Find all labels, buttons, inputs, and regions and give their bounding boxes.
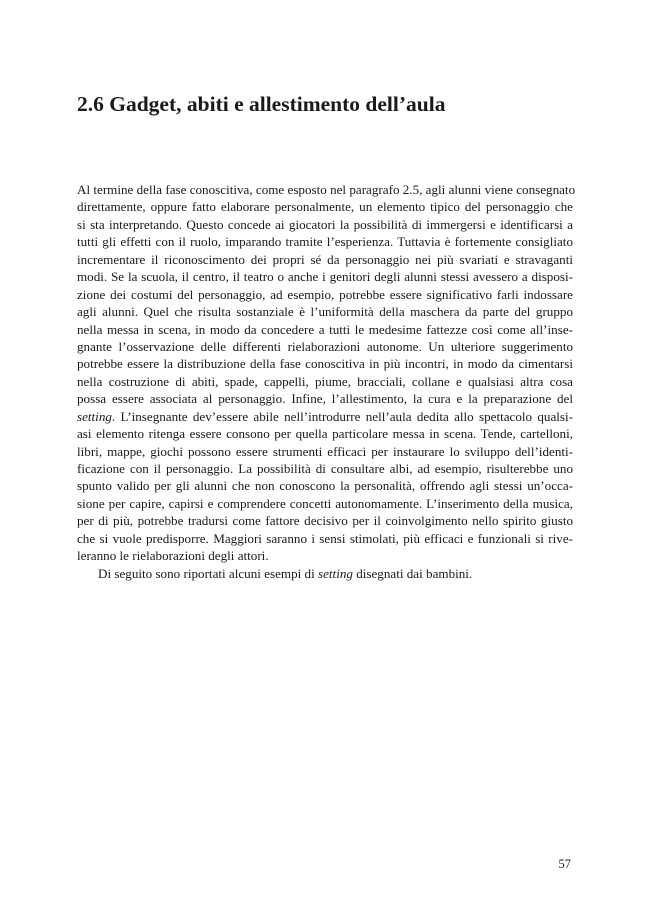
text-line: che si vuole predisporre. Maggiori saranno i sensi stimolati, più efficaci e funzionali si rive- xyxy=(77,530,573,546)
text-line: asi elemento ritenga essere consono per quella particolare messa in scena. Tende, cartelloni, xyxy=(77,426,573,442)
text-line: si sta interpretando. Questo concede ai giocatori la possibilità di immergersi e identificarsi a xyxy=(77,216,573,232)
text-line: nella messa in scena, in modo da concedere a tutti le medesime fattezze così come all’inse- xyxy=(77,321,573,337)
text-line: potrebbe essere la distribuzione della fase conoscitiva in più incontri, in modo da cimentarsi xyxy=(77,356,573,372)
text-fragment: . L’insegnante dev’essere abile nell’introdurre nell’aula dedita allo spettacolo qualsi- xyxy=(111,408,573,424)
text-line: tutti gli effetti con il ruolo, imparando tramite l’esperienza. Tuttavia è fortemente consigliato xyxy=(77,234,573,250)
text-fragment: Di seguito sono riportati alcuni esempi di xyxy=(98,565,319,581)
emphasis-setting: setting xyxy=(77,408,112,424)
text-line: ficazione con il personaggio. La possibilità di consultare albi, ad esempio, risulterebbe uno xyxy=(77,461,573,476)
section-heading: 2.6 Gadget, abiti e allestimento dell’aula xyxy=(77,92,446,116)
text-line: spunto valido per gli alunni che non conoscono la personalità, offrendo agli stessi un’occa- xyxy=(77,478,573,494)
text-line: leranno le rielaborazioni degli attori. xyxy=(77,548,269,564)
text-line: nella costruzione di abiti, spade, cappelli, piume, bracciali, collane e qualsiasi altra cosa xyxy=(77,373,573,389)
emphasis-setting: setting xyxy=(318,565,353,581)
text-line: zione dei costumi del personaggio, ad esempio, potrebbe essere significativo farli indossare xyxy=(77,286,573,302)
text-line-with-emphasis xyxy=(77,408,573,425)
text-line: possa essere associata al personaggio. Infine, l’allestimento, la cura e la preparazione del xyxy=(77,391,573,407)
body-text xyxy=(77,181,576,582)
page-number: 57 xyxy=(558,857,571,871)
text-line: direttamente, oppure fatto elaborare personalmente, un elemento tipico del personaggio che xyxy=(77,199,573,215)
text-line: gnante l’osservazione delle differenti rielaborazioni autonome. Un ulteriore suggerimento xyxy=(77,338,573,354)
text-fragment: disegnati dai bambini. xyxy=(352,565,473,581)
text-line: modi. Se la scuola, il centro, il teatro o anche i genitori degli alunni stessi avessero a disposi- xyxy=(77,269,573,285)
paragraph-2 xyxy=(77,565,573,582)
text-line: Al termine della fase conoscitiva, come esposto nel paragrafo 2.5, agli alunni viene consegnato xyxy=(77,182,576,197)
text-line: agli alunni. Quel che risulta sostanziale è l’uniformità della maschera da parte del gruppo xyxy=(77,304,573,320)
text-line: incrementare il riconoscimento dei propri sé da personaggio nei più svariati e stravaganti xyxy=(77,251,573,267)
paragraph-1 xyxy=(77,181,576,565)
text-line: per di più, potrebbe tradursi come fattore decisivo per il coinvolgimento nello spirito giusto xyxy=(77,513,573,529)
text-line: libri, mappe, giochi possono essere strumenti efficaci per instaurare lo sviluppo dell’identi- xyxy=(77,443,573,459)
text-line: sione per capire, capirsi e comprendere concetti autonomamente. L’inserimento della musica, xyxy=(77,495,573,511)
